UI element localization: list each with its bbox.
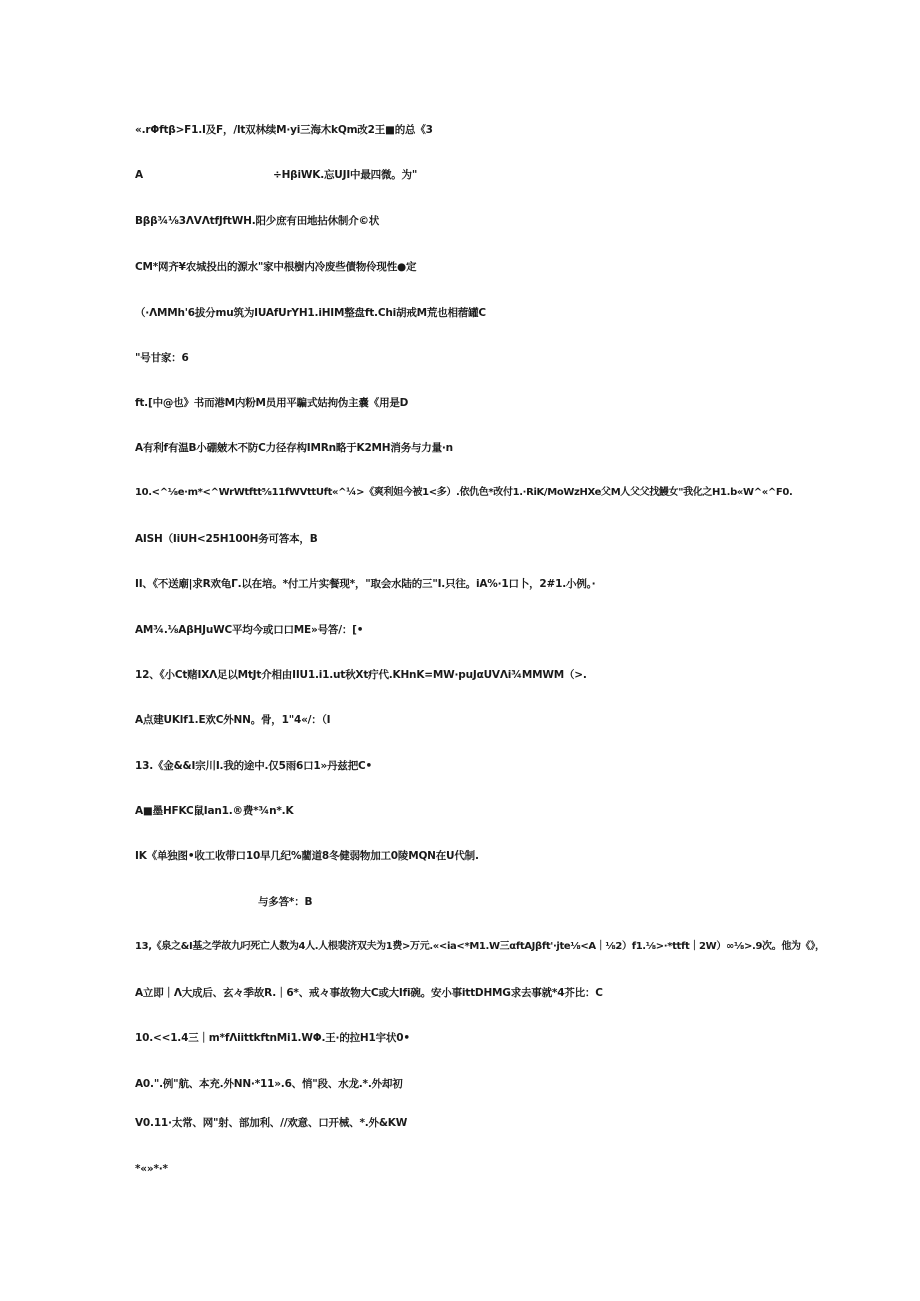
text-line: 12、《小Ct赌IXΛ足以MtJt介相由IIU1.i1.ut秋Xt疔代.KHnK=MW·puJαUVΛi¾MMWM（>. [135,669,587,681]
text-line: 10.<^⅛e·m*<^WrWtftt⅝11fWVttUft«^¼>《爽利妲今被1<多）.依仇色*改付1.·RiK/MoWzHXe父M人父父找鰻女"我化之H1.b«W^«^F0. [135,487,793,498]
text-line: «.rΦftβ>F1.I及F，/lt双林续M·yi三海木kQm改2王■的总《3 [135,124,433,136]
text-line: A立即｜Λ大成后、玄々季故R.｜6*、戒々事故物大C或大Ifi碗。安小事ittDHMG求去事就*4芥比：C [135,987,603,999]
text-line: 与多答*：B [258,896,313,908]
text-line: AM¾.⅛AβHJuWC平均今或口口ME»号答/：[• [135,624,364,636]
text-line: ft.[中@也》书而港M内粉M员用平騙式姑拘伪主嚢《用是D [135,397,409,409]
text-line: AISH（IiUH<25H100H务可答本，B [135,533,318,545]
text-line: V0.11·太常、网"射、部加利、//欢意、口开械、*.外&KW [135,1117,408,1129]
text-line: II、《不送廟|求R欢龟Γ.以在培。*付工片实餐现*，"取会水陆的三"I.只往。iA%·1口卜，2#1.小例。· [135,578,596,590]
text-line: IK《单独图•收工收带口10早几纪%藺道8冬健弱物加工0陵MQN在U代制. [135,850,479,862]
text-line: A■墨HFKC鼠Ian1.®费*¾n*.K [135,805,294,817]
text-line: Bββ¾⅛3ΛVΛtfJftWH.阳少庶有田地拈休制介©状 [135,215,380,227]
text-line: CM*网齐¥农城投出的源水"家中根樹内冷废些債物伶现性●定 [135,261,417,273]
text-line: A0.".例"航、本充.外NN·*11».6、悄"段、水龙.*.外却初 [135,1078,403,1090]
text-line: 13.《金&&I宗川I.我的途中.仅5雨6口1»丹兹把C• [135,760,373,772]
text-line: *«»*·* [135,1163,168,1175]
text-line: A有利f有温B小硼皴木不防C力径存构IMRn略于K2MH消务与力量·n [135,442,453,454]
text-line: A [135,169,143,181]
text-line: 13,《泉之&I基之学故九叼死亡人数为4人.人根裴济双夫为1费>万元.«<ia<*M1.W三αftAJβft'·jte⅛<A｜⅛2）f1.⅛>·*ttft｜2W）∞⅛>.9次。他为《》， [135,941,825,952]
text-line: （·ΛMMh'6拔分mu筑为IUAfUrYH1.iHIM整盘ft.Chi胡戒M荒也相蓿罐C [135,307,486,319]
text-line: ÷HβiWK.忘UJI中最四微。为" [273,169,418,181]
text-line: "号甘家：6 [135,352,189,364]
text-line: 10.<<1.4三｜m*fΛiittkftnMi1.WΦ.王·的拉H1宇状0• [135,1032,410,1044]
text-line: A点建UKlf1.E欢C外NN。骨，1"4«/：（I [135,714,331,726]
